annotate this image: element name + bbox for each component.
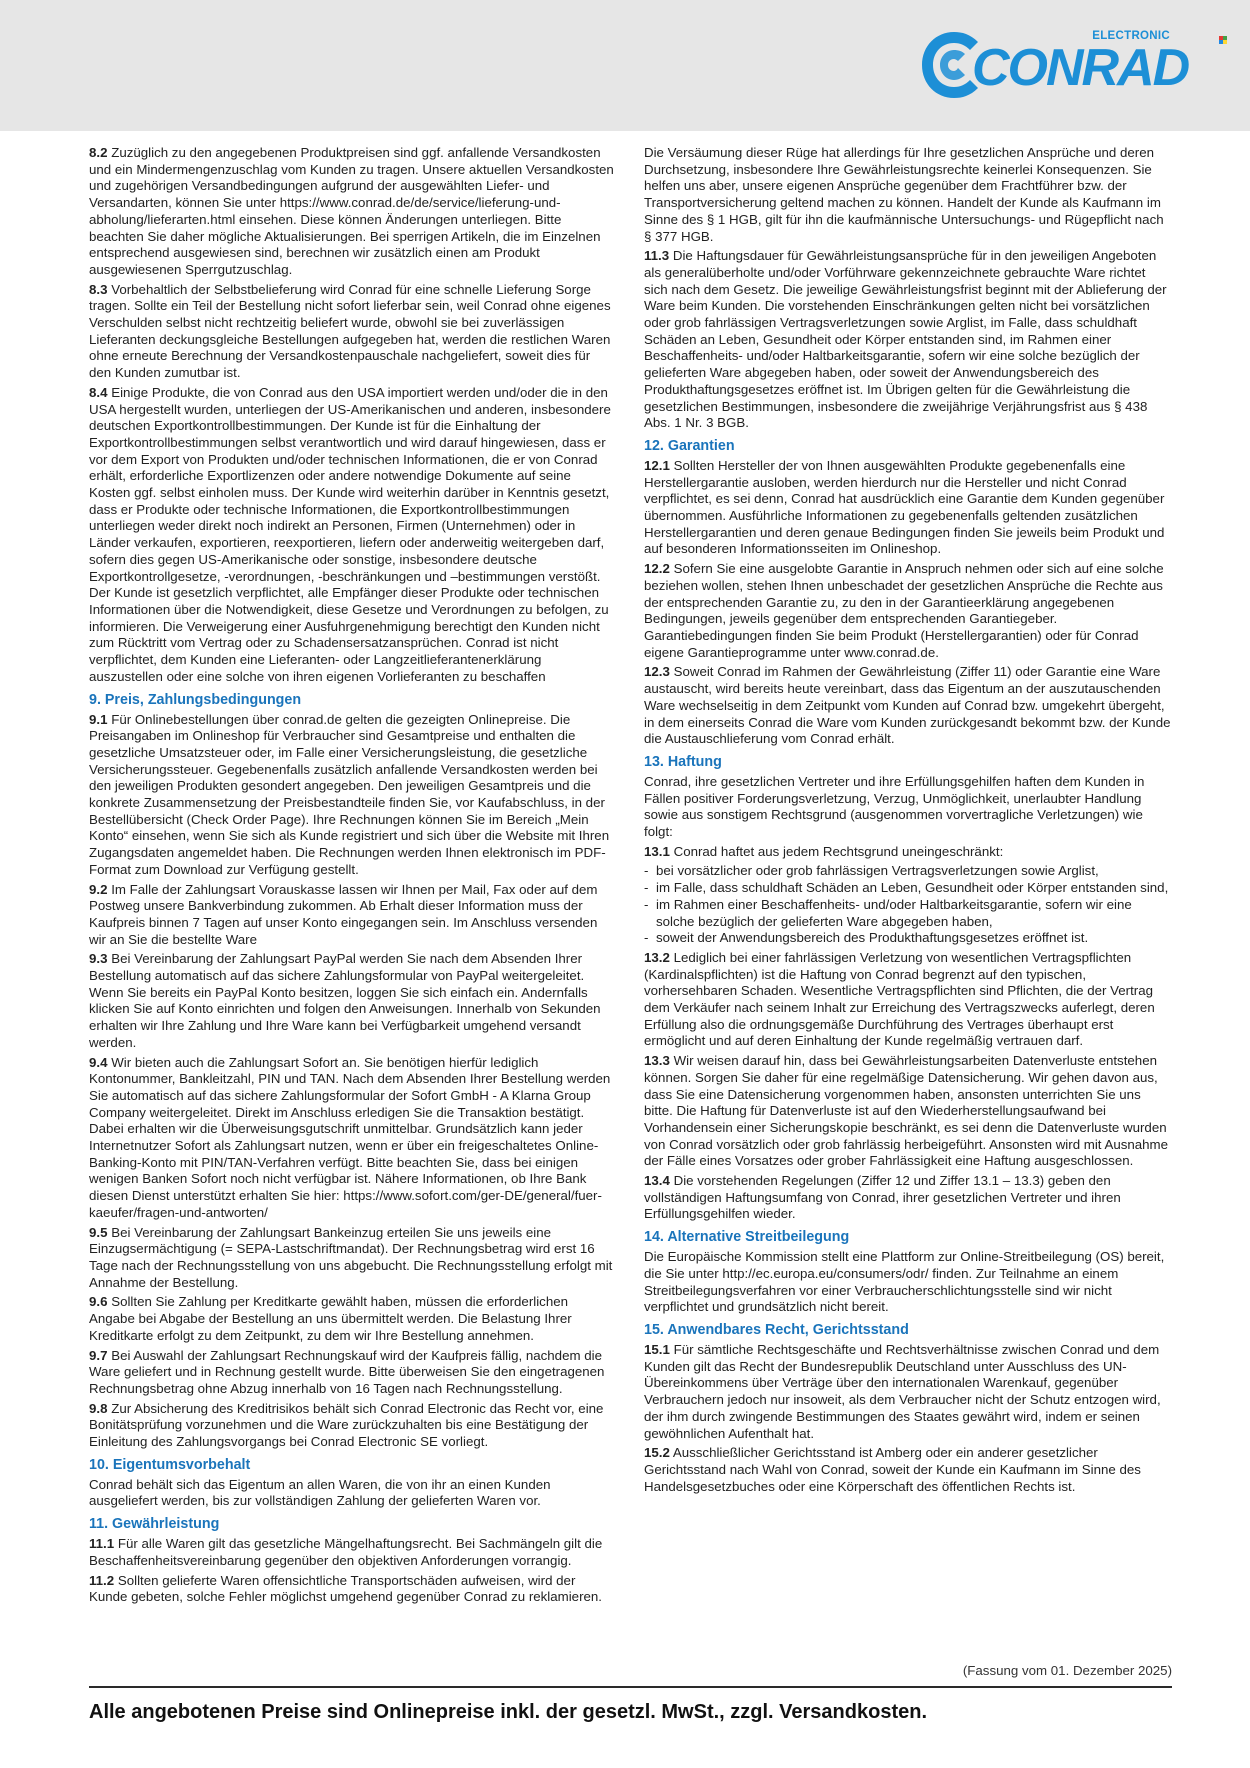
- color-dots-icon: [1219, 36, 1227, 44]
- clause-paragraph: [644, 561, 1172, 661]
- clause-number: 8.2: [89, 145, 108, 160]
- clause-paragraph: [644, 145, 1172, 245]
- clause-text: Die Versäumung dieser Rüge hat allerdings für Ihre gesetzlichen Ansprüche und deren Durchsetzung, insbesondere Ihre Gewährleistungsrechte keinerlei Konsequenzen. Sie helfen uns aber, unsere eigenen Ansprüche gegenüber dem Frachtführer bzw. der Transportversicherung geltend machen zu können. Handelt der Kunde als Kaufmann im Sinne des § 1 HGB, gilt für ihn die kaufmännische Untersuchungs- und Rügepflicht nach § 377 HGB.: [644, 145, 1164, 244]
- clause-number: 13.2: [644, 949, 670, 965]
- clause-text: Sollten gelieferte Waren offensichtliche Transportschäden aufweisen, wird der Kunde gebeten, solche Fehler möglichst umgehend gegenüber Conrad zu reklamieren.: [89, 1572, 602, 1605]
- clause-text: Für alle Waren gilt das gesetzliche Mängelhaftungsrecht. Bei Sachmängeln gilt die Beschaffenheitsvereinbarung gegenüber den objektiven Anforderungen vorrangig.: [89, 1536, 603, 1568]
- clause-text: Wir weisen darauf hin, dass bei Gewährleistungsarbeiten Datenverluste entstehen können. Sorgen Sie daher für eine regelmäßige Datensicherung. Wir gehen davon aus, dass Sie eine Datensicherung vorgenommen haben, ansonsten unterrichten Sie uns bitte. Die Haftung für Datenverluste ist auf den Wiederherstellungsaufwand bei Vorhandensein einer Sicherungskopie beschränkt, es sei denn die Datenverluste wurden von Conrad vorsätzlich oder grob fahrlässig herbeigeführt. Ansonsten wird mit Ausnahme der Fälle eines Vorsatzes oder grober Fahrlässigkeit eine Haftung ausgeschlossen.: [644, 1053, 1169, 1169]
- clause-number: 9.5: [89, 1224, 108, 1240]
- left-column: [89, 145, 616, 1609]
- clause-paragraph: [644, 664, 1172, 748]
- clause-number: 11.3: [644, 248, 670, 264]
- clause-paragraph: [644, 1445, 1172, 1495]
- footer-divider: [89, 1686, 1172, 1688]
- clause-text: Vorbehaltlich der Selbstbelieferung wird Conrad für eine schnelle Lieferung Sorge tragen. Sollte ein Teil der Bestellung nicht sofort lieferbar sein, weil Conrad ohne eigenes Verschulden selbst nicht rechtzeitig beliefert wurde, obwohl sie bei zuverlässigen Lieferanten deckungsgleiche Bestellungen aufgegeben hat, werden die restlichen Waren ohne erneute Berechnung der Versandkostenpauschale nachgeliefert, soweit dies für den Kunden zumutbar ist.: [89, 281, 611, 381]
- clause-text: Zur Absicherung des Kreditrisikos behält sich Conrad Electronic das Recht vor, eine Bonitätsprüfung vorzunehmen und die Ware zurückzuhalten bis eine Bestätigung der Einleitung des Zahlungsvorgangs bei Conrad Electronic SE vorliegt.: [89, 1400, 604, 1450]
- clause-number: 11.2: [89, 1572, 115, 1588]
- clause-text: Soweit Conrad im Rahmen der Gewährleistung (Ziffer 11) oder Garantie eine Ware austauscht, wird bereits heute vereinbart, dass das Eigentum an der auszutauschenden Ware wechselseitig in dem Zeitpunkt vom Kunden auf Conrad bzw. umgekehrt übergeht, in dem einerseits Conrad die Ware vom Kunden zurückgesandt bekommt bzw. der Kunde die Austauschlieferung vom Conrad erhält.: [644, 664, 1171, 747]
- clause-number: 8.3: [89, 281, 108, 297]
- list-item: - soweit der Anwendungsbereich des Produkthaftungsgesetzes eröffnet ist.: [644, 930, 1172, 947]
- clause-text: Bei Vereinbarung der Zahlungsart Bankeinzug erteilen Sie uns jeweils eine Einzugsermächtigung (= SEPA-Lastschriftmandat). Der Rechnungsbetrag wird erst 16 Tage nach der Rechnungsstellung von uns abgebucht. Die Rechnungsstellung erfolgt mit Annahme der Bestellung.: [89, 1224, 613, 1290]
- clause-text: Die vorstehenden Regelungen (Ziffer 12 und Ziffer 13.1 – 13.3) geben den vollständigen Haftungsumfang von Conrad, ihrer gesetzlichen Vertreter und ihren Erfüllungsgehilfen wieder.: [644, 1173, 1121, 1222]
- clause-number: 8.4: [89, 384, 108, 400]
- clause-number: 9.4: [89, 1054, 108, 1070]
- clause-number: 9.8: [89, 1400, 108, 1416]
- logo-wordmark: CONRAD: [972, 39, 1189, 97]
- clause-text: Die Europäische Kommission stellt eine Plattform zur Online-Streitbeilegung (OS) bereit, die Sie unter http://ec.europa.eu/consumers/odr/ finden. Zur Teilnahme an einem Streitbeilegungsverfahren vor einer Verbraucherschlichtungsstelle sind wir nicht verpflichtet und grundsätzlich nicht bereit.: [644, 1249, 1165, 1315]
- clause-number: 9.2: [89, 881, 108, 897]
- clause-text: Conrad haftet aus jedem Rechtsgrund uneingeschränkt:: [673, 843, 1004, 859]
- clause-number: 13.1: [644, 843, 670, 859]
- clause-paragraph: [644, 1173, 1172, 1223]
- section-heading: 12. Garantien: [644, 437, 735, 454]
- clause-paragraph: [644, 248, 1172, 432]
- clause-text: Lediglich bei einer fahrlässigen Verletzung von wesentlichen Vertragspflichten (Kardinalspflichten) ist die Haftung von Conrad begrenzt auf den typischen, vorhersehbaren Schaden. Wesentliche Vertragspflichten sind Pflichten, die der Vertrag dem Verkäufer nach seinem Inhalt zur Erreichung des Vertragszwecks auferlegt, deren Erfüllung also die ordnungsgemäße Durchführung des Vertrages überhaupt erst ermöglicht und auf deren Einhaltung der Kunde regelmäßig vertrauen darf.: [644, 949, 1155, 1049]
- clause-text: Bei Vereinbarung der Zahlungsart PayPal werden Sie nach dem Absenden Ihrer Bestellung automatisch auf das sichere Zahlungsformular von PayPal weitergeleitet. Wenn Sie bereits ein PayPal Konto besitzen, loggen Sie sich einfach ein. Andernfalls klicken Sie auf Konto einrichten und folgen den Anweisungen. Innerhalb von Sekunden erhalten wir Ihre Zahlung und Ihre Ware kann bei Verfügbarkeit umgehend versandt werden.: [89, 951, 601, 1050]
- clause-text: Sollten Sie Zahlung per Kreditkarte gewählt haben, müssen die erforderlichen Angabe bei Abgabe der Bestellung an uns übermittelt werden. Die Belastung Ihrer Kreditkarte erfolgt zu dem Zeitpunkt, zu dem wir Ihre Bestellung annehmen.: [89, 1294, 572, 1343]
- conrad-logo: [918, 28, 1189, 102]
- clause-text: Conrad behält sich das Eigentum an allen Waren, die von ihr an einen Kunden ausgeliefert werden, bis zur vollständigen Zahlung der gelieferten Waren vor.: [89, 1476, 551, 1509]
- clause-paragraph: [89, 1477, 616, 1510]
- list-item: - im Rahmen einer Beschaffenheits- und/oder Haltbarkeitsgarantie, sofern wir eine solche bezüglich der gelieferten Ware abgegeben haben,: [644, 897, 1172, 930]
- clause-paragraph: [644, 844, 1172, 861]
- section-heading: 14. Alternative Streitbeilegung: [644, 1229, 850, 1246]
- clause-text: Wir bieten auch die Zahlungsart Sofort an. Sie benötigen hierfür lediglich Kontonummer, Bankleitzahl, PIN und TAN. Nach dem Absenden Ihrer Bestellung werden Sie automatisch auf das sichere Zahlungsformular der Sofort GmbH - A Klarna Group Company weitergeleitet. Direkt im Anschluss erledigen Sie die Transaktion bestätigt. Dabei erhalten wir die Überweisungsgutschrift unmittelbar. Grundsätzlich kann jeder Internetnutzer Sofort als Zahlungsart nutzen, wenn er über ein freigeschaltetes Online-Banking-Konto mit PIN/TAN-Verfahren verfügt. Bitte beachten Sie, dass bei einigen wenigen Banken Sofort noch nicht verfügbar ist. Nähere Informationen, ob Ihre Bank diesen Dienst unterstützt erhalten Sie hier: https://www.sofort.com/ger-DE/general/fuer-kaeufer/fragen-und-antworten/: [89, 1054, 611, 1220]
- clause-paragraph: [89, 1536, 616, 1569]
- clause-paragraph: [89, 882, 616, 949]
- clause-text: Bei Auswahl der Zahlungsart Rechnungskauf wird der Kaufpreis fällig, nachdem die Ware geliefert und in Rechnung gestellt wurde. Bitte überweisen Sie den eingetragenen Rechnungsbetrag ohne Abzug innerhalb von 16 Tagen nach Rechnungsstellung.: [89, 1347, 605, 1396]
- clause-paragraph: [89, 1573, 616, 1606]
- clause-text: Conrad, ihre gesetzlichen Vertreter und ihre Erfüllungsgehilfen haften dem Kunden in Fällen positiver Forderungsverletzung, Verzug, Unmöglichkeit, unerlaubter Handlung sowie aus sonstigem Rechtsgrund (ausgenommen vorvertragliche Verletzungen) wie folgt:: [644, 773, 1145, 840]
- clause-text: Einige Produkte, die von Conrad aus den USA importiert werden und/oder die in den USA hergestellt wurden, unterliegen der US-Amerikanischen und anderen, insbesondere deutschen Exportkontrollbestimmungen. Der Kunde ist für die Einhaltung der Exportkontrollbestimmungen selbst verantwortlich und wird darauf hingewiesen, dass er vor dem Export von Produkten und/oder technischen Informationen, die er von Conrad erhält, erforderliche Exportlizenzen oder andere notwendige Dokumente auf seine Kosten ggf. selbst einholen muss. Der Kunde wird weiterhin darüber in Kenntnis gesetzt, dass er Produkte oder technische Informationen, die Exportkontrollbestimmungen unterliegen weder direkt noch indirekt an Personen, Firmen (Unternehmen) oder in Länder verkaufen, exportieren, reexportieren, liefern oder anderweitig weitergeben darf, sofern dies gegen US-Amerikanische oder sonstige, insbesondere deutsche Exportkontrollgesetze, -verordnungen, -beschränkungen und –bestimmungen verstößt. Der Kunde ist gesetzlich verpflichtet, alle Empfänger dieser Produkte oder technischen Informationen über die Notwendigkeit, diese Gesetze und Verordnungen zu befolgen, zu informieren. Die Verweigerung einer Ausfuhrgenehmigung berechtigt den Kunden nicht zum Rücktritt vom Vertrag oder zu Schadensersatzansprüchen. Conrad ist nicht verpflichtet, dem Kunden eine Lieferanten- oder Langzeitlieferantenerklärung auszustellen oder eine solche von ihren eigenen Vorlieferanten zu beschaffen: [89, 384, 611, 684]
- section-heading: 15. Anwendbares Recht, Gerichtsstand: [644, 1322, 909, 1338]
- clause-number: 13.4: [644, 1173, 670, 1189]
- edition-date: (Fassung vom 01. Dezember 2025): [962, 1663, 1172, 1678]
- list-item: - im Falle, dass schuldhaft Schäden an Leben, Gesundheit oder Körper entstanden sind,: [644, 880, 1172, 897]
- clause-text: Ausschließlicher Gerichtsstand ist Amberg oder ein anderer gesetzlicher Gerichtsstand nach Wahl von Conrad, soweit der Kunde ein Kaufmann im Sinne des Handelsgesetzbuches oder eine Körperschaft des öffentlichen Rechts ist.: [644, 1445, 1141, 1494]
- clause-paragraph: [89, 1401, 616, 1451]
- clause-text: Zuzüglich zu den angegebenen Produktpreisen sind ggf. anfallende Versandkosten und ein Mindermengenzuschlag vom Kunden zu tragen. Unsere aktuellen Versandkosten und zugehörigen Versandbedingungen aufgrund der ausgewählten Liefer- und Versandarten, können Sie unter https://www.conrad.de/de/service/lieferung-und-abholung/lieferarten.html einsehen. Diese können Änderungen unterliegen. Bitte beachten Sie daher mögliche Aktualisierungen. Bei sperrigen Artikeln, die im Einzelnen entsprechend ausgewiesen sind, berechnen wir zusätzlich einen am Produkt ausgewiesenen Sperrgutzuschlag.: [89, 145, 614, 277]
- section-heading: 11. Gewährleistung: [89, 1516, 220, 1533]
- clause-paragraph: [644, 774, 1172, 841]
- clause-paragraph: [644, 1249, 1172, 1316]
- list-item: - bei vorsätzlicher oder grob fahrlässigen Vertragsverletzungen sowie Arglist,: [644, 863, 1172, 880]
- clause-text: Sofern Sie eine ausgelobte Garantie in Anspruch nehmen oder sich auf eine solche beziehen wollen, stehen Ihnen unbeschadet der gesetzlichen Ansprüche die Rechte aus der entsprechenden Garantie zu, zu den in der Garantieerklärung angegebenen Bedingungen, jeweils gegenüber dem entsprechenden Garantiegeber. Garantiebedingungen finden Sie beim Produkt (Herstellergarantien) oder für Conrad eigene Garantieprogramme unter www.conrad.de.: [644, 561, 1164, 660]
- clause-paragraph: [89, 145, 616, 279]
- clause-paragraph: [89, 712, 616, 879]
- clause-paragraph: [644, 1053, 1172, 1170]
- clause-paragraph: [89, 1225, 616, 1292]
- clause-number: 12.1: [644, 457, 670, 473]
- clause-paragraph: [89, 282, 616, 382]
- clause-paragraph: [89, 951, 616, 1051]
- clause-text: Im Falle der Zahlungsart Vorauskasse lassen wir Ihnen per Mail, Fax oder auf dem Postweg unsere Bankverbindung zukommen. Ab Erhalt dieser Information muss der Kaufpreis binnen 7 Tagen auf unser Konto eingegangen sein. Im Anschluss versenden wir an Sie die bestellte Ware: [89, 881, 598, 947]
- clause-number: 9.6: [89, 1294, 108, 1310]
- clause-number: 11.1: [89, 1536, 115, 1552]
- clause-paragraph: [89, 1348, 616, 1398]
- right-column: [644, 145, 1172, 1498]
- clause-text: Sollten Hersteller der von Ihnen ausgewählten Produkte gegebenenfalls eine Herstellergarantie ausloben, werden hierdurch nur die Hersteller und nicht Conrad verpflichtet, es sei denn, Conrad hat ausdrücklich eine Garantie dem Kunden gegenüber übernommen. Ausführliche Informationen zu gegebenenfalls geltenden zusätzlichen Herstellergarantien und deren genaue Bedingungen finden Sie jeweils beim Produkt und auf besonderen Informationsseiten im Onlineshop.: [644, 457, 1165, 557]
- clause-text: Für sämtliche Rechtsgeschäfte und Rechtsverhältnisse zwischen Conrad und dem Kunden gilt das Recht der Bundesrepublik Deutschland unter Ausschluss des UN-Übereinkommens über Verträge über den internationalen Warenkauf, gegenüber Verbrauchern jedoch nur insoweit, als dem Verbraucher nicht der Schutz entzogen wird, der ihm durch zwingende Bestimmungen des Staates gewährt wird, indem er seinen gewöhnlichen Aufenthalt hat.: [644, 1342, 1161, 1441]
- clause-number: 9.1: [89, 711, 108, 727]
- clause-number: 12.3: [644, 664, 670, 680]
- clause-number: 12.2: [644, 561, 670, 577]
- clause-paragraph: [89, 385, 616, 686]
- clause-text: Für Onlinebestellungen über conrad.de gelten die gezeigten Onlinepreise. Die Preisangaben im Onlineshop für Verbraucher sind Gesamtpreise und enthalten die gesetzliche Umsatzsteuer oder, im Falle einer Versicherungsleistung, die gesetzliche Versicherungssteuer. Gegebenenfalls zusätzlich anfallende Versandkosten werden bei den jeweiligen Produkten gesondert angegeben. Den jeweiligen Gesamtpreis und die konkrete Zusammensetzung der Preisbestandteile finden Sie, vor Kaufabschluss, in der Bestellübersicht (Check Order Page). Ihre Rechnungen können Sie im Bereich „Mein Konto“ einsehen, wenn Sie sich als Kunde registriert und sich über die Website mit Ihren Zugangsdaten angemeldet haben. Die Rechnungen werden Ihnen elektronisch im PDF-Format zum Download zur Verfügung gestellt.: [89, 711, 610, 877]
- clause-paragraph: [89, 1055, 616, 1222]
- logo-subtitle: ELECTRONIC: [1092, 30, 1170, 42]
- clause-text: Die Haftungsdauer für Gewährleistungsansprüche für in den jeweiligen Angeboten als generalüberholte und/oder Vorführware gekennzeichnete gebrauchte Ware richtet sich nach dem Gesetz. Die jeweilige Gewährleistungsfrist beginnt mit der Ablieferung der Ware beim Kunden. Die vorstehenden Einschränkungen gelten nicht bei vorsätzlichen oder grob fahrlässigen Vertragsverletzungen sowie Arglist, im Falle, dass schuldhaft Schäden an Leben, Gesundheit oder Körper entstanden sind, im Rahmen einer Beschaffenheits- und/oder Haltbarkeitsgarantie, sofern wir eine solche bezüglich der gelieferten Ware abgegeben haben, oder soweit der Anwendungsbereich des Produkthaftungsgesetzes eröffnet ist. Im Übrigen gelten für die Gewährleistung die gesetzlichen Bestimmungen, insbesondere die zweijährige Verjährungsfrist aus § 438 Abs. 1 Nr. 3 BGB.: [644, 248, 1167, 431]
- clause-paragraph: [89, 1294, 616, 1344]
- clause-paragraph: [644, 1342, 1172, 1442]
- section-heading: 9. Preis, Zahlungsbedingungen: [89, 691, 302, 708]
- clause-number: 15.2: [644, 1445, 670, 1461]
- clause-paragraph: [644, 950, 1172, 1050]
- section-heading: 10. Eigentumsvorbehalt: [89, 1456, 251, 1473]
- clause-number: 9.7: [89, 1347, 108, 1363]
- footer-price-notice: Alle angebotenen Preise sind Onlinepreise inkl. der gesetzl. MwSt., zzgl. Versandkosten.: [89, 1701, 928, 1723]
- section-heading: 13. Haftung: [644, 753, 722, 770]
- clause-paragraph: [644, 458, 1172, 558]
- clause-number: 9.3: [89, 951, 108, 967]
- clause-number: 13.3: [644, 1053, 670, 1069]
- clause-number: 15.1: [644, 1342, 670, 1357]
- clause-list: [644, 863, 1172, 947]
